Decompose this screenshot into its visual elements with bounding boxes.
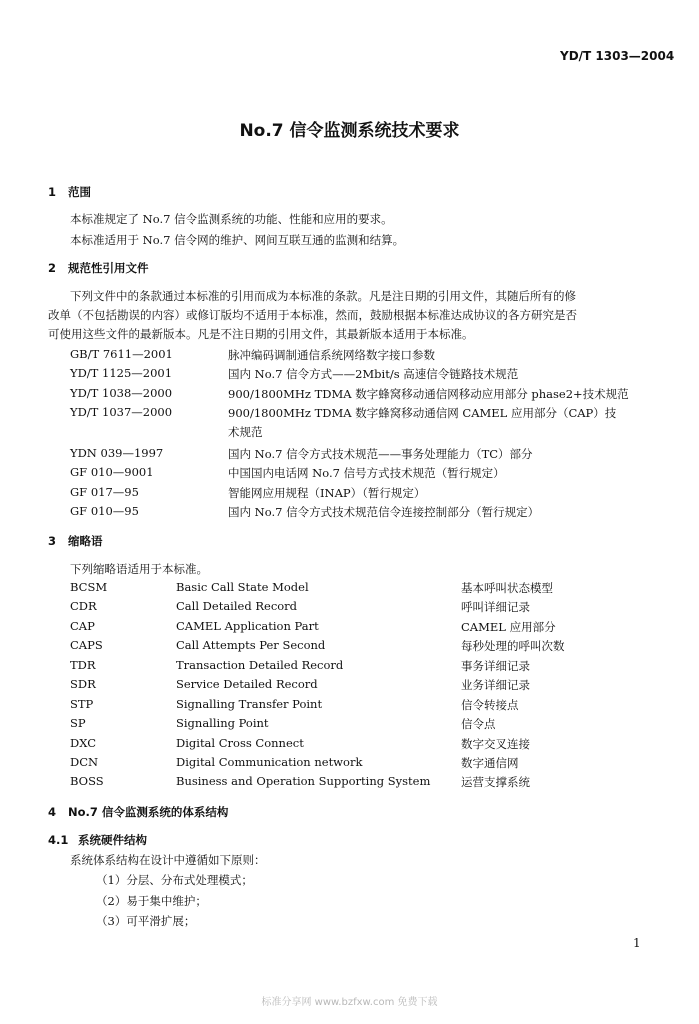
abbreviation-english: Basic Call State Model xyxy=(176,580,309,594)
section-3-title: 缩略语 xyxy=(68,534,103,548)
section-1-paragraph-1: 本标准规定了 No.7 信令监测系统的功能、性能和应用的要求。 xyxy=(70,212,393,226)
section-4-1-title: 系统硬件结构 xyxy=(78,833,147,847)
section-4-1-heading xyxy=(48,832,147,848)
abbreviation-english: Digital Cross Connect xyxy=(176,736,304,750)
reference-title: 国内 No.7 信令方式——2Mbit/s 高速信令链路技术规范 xyxy=(228,367,519,381)
abbreviation-english: Digital Communication network xyxy=(176,755,363,769)
abbreviation: SDR xyxy=(70,677,96,691)
reference-code: YDN 039—1997 xyxy=(70,446,164,460)
abbreviation-chinese: 呼叫详细记录 xyxy=(461,600,530,614)
reference-code: GB/T 7611—2001 xyxy=(70,347,173,361)
principle-item: （1）分层、分布式处理模式； xyxy=(96,873,253,887)
section-4-heading xyxy=(48,804,228,820)
abbreviation: SP xyxy=(70,716,86,730)
section-2-heading xyxy=(48,260,149,276)
reference-title: 900/1800MHz TDMA 数字蜂窝移动通信网移动应用部分 phase2+技术规范 xyxy=(228,387,629,401)
section-4-1-number: 4.1 xyxy=(48,833,69,847)
abbreviation: DXC xyxy=(70,736,97,750)
abbreviation: DCN xyxy=(70,755,99,769)
section-1-paragraph-2: 本标准适用于 No.7 信令网的维护、网间互联互通的监测和结算。 xyxy=(70,233,405,247)
reference-code: GF 010—9001 xyxy=(70,465,154,479)
abbreviation: STP xyxy=(70,697,94,711)
abbreviation: BCSM xyxy=(70,580,108,594)
abbreviation-chinese: 每秒处理的呼叫次数 xyxy=(461,639,565,653)
reference-code: YD/T 1037—2000 xyxy=(70,405,173,419)
abbreviation-english: Call Attempts Per Second xyxy=(176,638,326,652)
principle-item: （3）可平滑扩展； xyxy=(96,914,196,928)
abbreviation-english: Signalling Transfer Point xyxy=(176,697,323,711)
abbreviation: BOSS xyxy=(70,774,104,788)
abbreviation-english: Business and Operation Supporting System xyxy=(176,774,431,788)
section-2-intro-line: 可使用这些文件的最新版本。凡是不注日期的引用文件，其最新版本适用于本标准。 xyxy=(48,327,474,341)
abbreviation-chinese: 基本呼叫状态模型 xyxy=(461,581,553,595)
abbreviation-chinese: 运营支撑系统 xyxy=(461,775,530,789)
abbreviation-english: CAMEL Application Part xyxy=(176,619,319,633)
abbreviation: CDR xyxy=(70,599,97,613)
reference-title: 国内 No.7 信令方式技术规范——事务处理能力（TC）部分 xyxy=(228,447,533,461)
document-title: No.7 信令监测系统技术要求 xyxy=(239,121,460,141)
reference-title-continued: 术规范 xyxy=(228,425,263,439)
abbreviation-chinese: 业务详细记录 xyxy=(461,678,530,692)
abbreviation-chinese: 事务详细记录 xyxy=(461,659,530,673)
reference-title: 国内 No.7 信令方式技术规范信令连接控制部分（暂行规定） xyxy=(228,505,540,519)
reference-title: 中国国内电话网 No.7 信号方式技术规范（暂行规定） xyxy=(228,466,505,480)
section-4-number: 4 xyxy=(48,805,57,819)
watermark-footer: 标准分享网 www.bzfxw.com 免费下载 xyxy=(261,997,438,1008)
reference-code: YD/T 1125—2001 xyxy=(70,366,173,380)
section-2-intro-line: 改单（不包括勘误的内容）或修订版均不适用于本标准，然而，鼓励根据本标准达成协议的各方研究是否 xyxy=(48,308,577,322)
abbreviation: CAPS xyxy=(70,638,103,652)
section-3-intro: 下列缩略语适用于本标准。 xyxy=(70,562,208,576)
reference-code: GF 017—95 xyxy=(70,485,139,499)
section-3-number: 3 xyxy=(48,534,57,548)
section-4-1-paragraph: 系统体系结构在设计中遵循如下原则： xyxy=(70,853,266,867)
abbreviation-english: Transaction Detailed Record xyxy=(176,658,344,672)
abbreviation-english: Call Detailed Record xyxy=(176,599,298,613)
page-number: 1 xyxy=(633,936,641,950)
abbreviation: CAP xyxy=(70,619,95,633)
reference-title: 900/1800MHz TDMA 数字蜂窝移动通信网 CAMEL 应用部分（CAP）技 xyxy=(228,406,617,420)
section-1-heading xyxy=(48,184,91,200)
principle-item: （2）易于集中维护； xyxy=(96,894,207,908)
section-2-number: 2 xyxy=(48,261,57,275)
section-4-title: No.7 信令监测系统的体系结构 xyxy=(68,805,229,819)
abbreviation-chinese: 信令点 xyxy=(461,717,496,731)
abbreviation: TDR xyxy=(70,658,96,672)
abbreviation-chinese: 数字交叉连接 xyxy=(461,737,530,751)
abbreviation-english: Service Detailed Record xyxy=(176,677,318,691)
section-2-intro-line: 下列文件中的条款通过本标准的引用而成为本标准的条款。凡是注日期的引用文件，其随后所有的修 xyxy=(70,289,576,303)
section-1-number: 1 xyxy=(48,185,57,199)
section-2-title: 规范性引用文件 xyxy=(68,261,149,275)
abbreviation-chinese: 数字通信网 xyxy=(461,756,519,770)
standard-number: YD/T 1303—2004 xyxy=(560,49,675,63)
abbreviation-english: Signalling Point xyxy=(176,716,269,730)
section-3-heading xyxy=(48,533,103,549)
abbreviation-chinese: 信令转接点 xyxy=(461,698,519,712)
abbreviation-chinese: CAMEL 应用部分 xyxy=(461,620,556,634)
section-1-title: 范围 xyxy=(68,185,91,199)
reference-code: GF 010—95 xyxy=(70,504,139,518)
reference-title: 智能网应用规程（INAP）（暂行规定） xyxy=(228,486,426,500)
reference-title: 脉冲编码调制通信系统网络数字接口参数 xyxy=(228,348,435,362)
reference-code: YD/T 1038—2000 xyxy=(70,386,173,400)
